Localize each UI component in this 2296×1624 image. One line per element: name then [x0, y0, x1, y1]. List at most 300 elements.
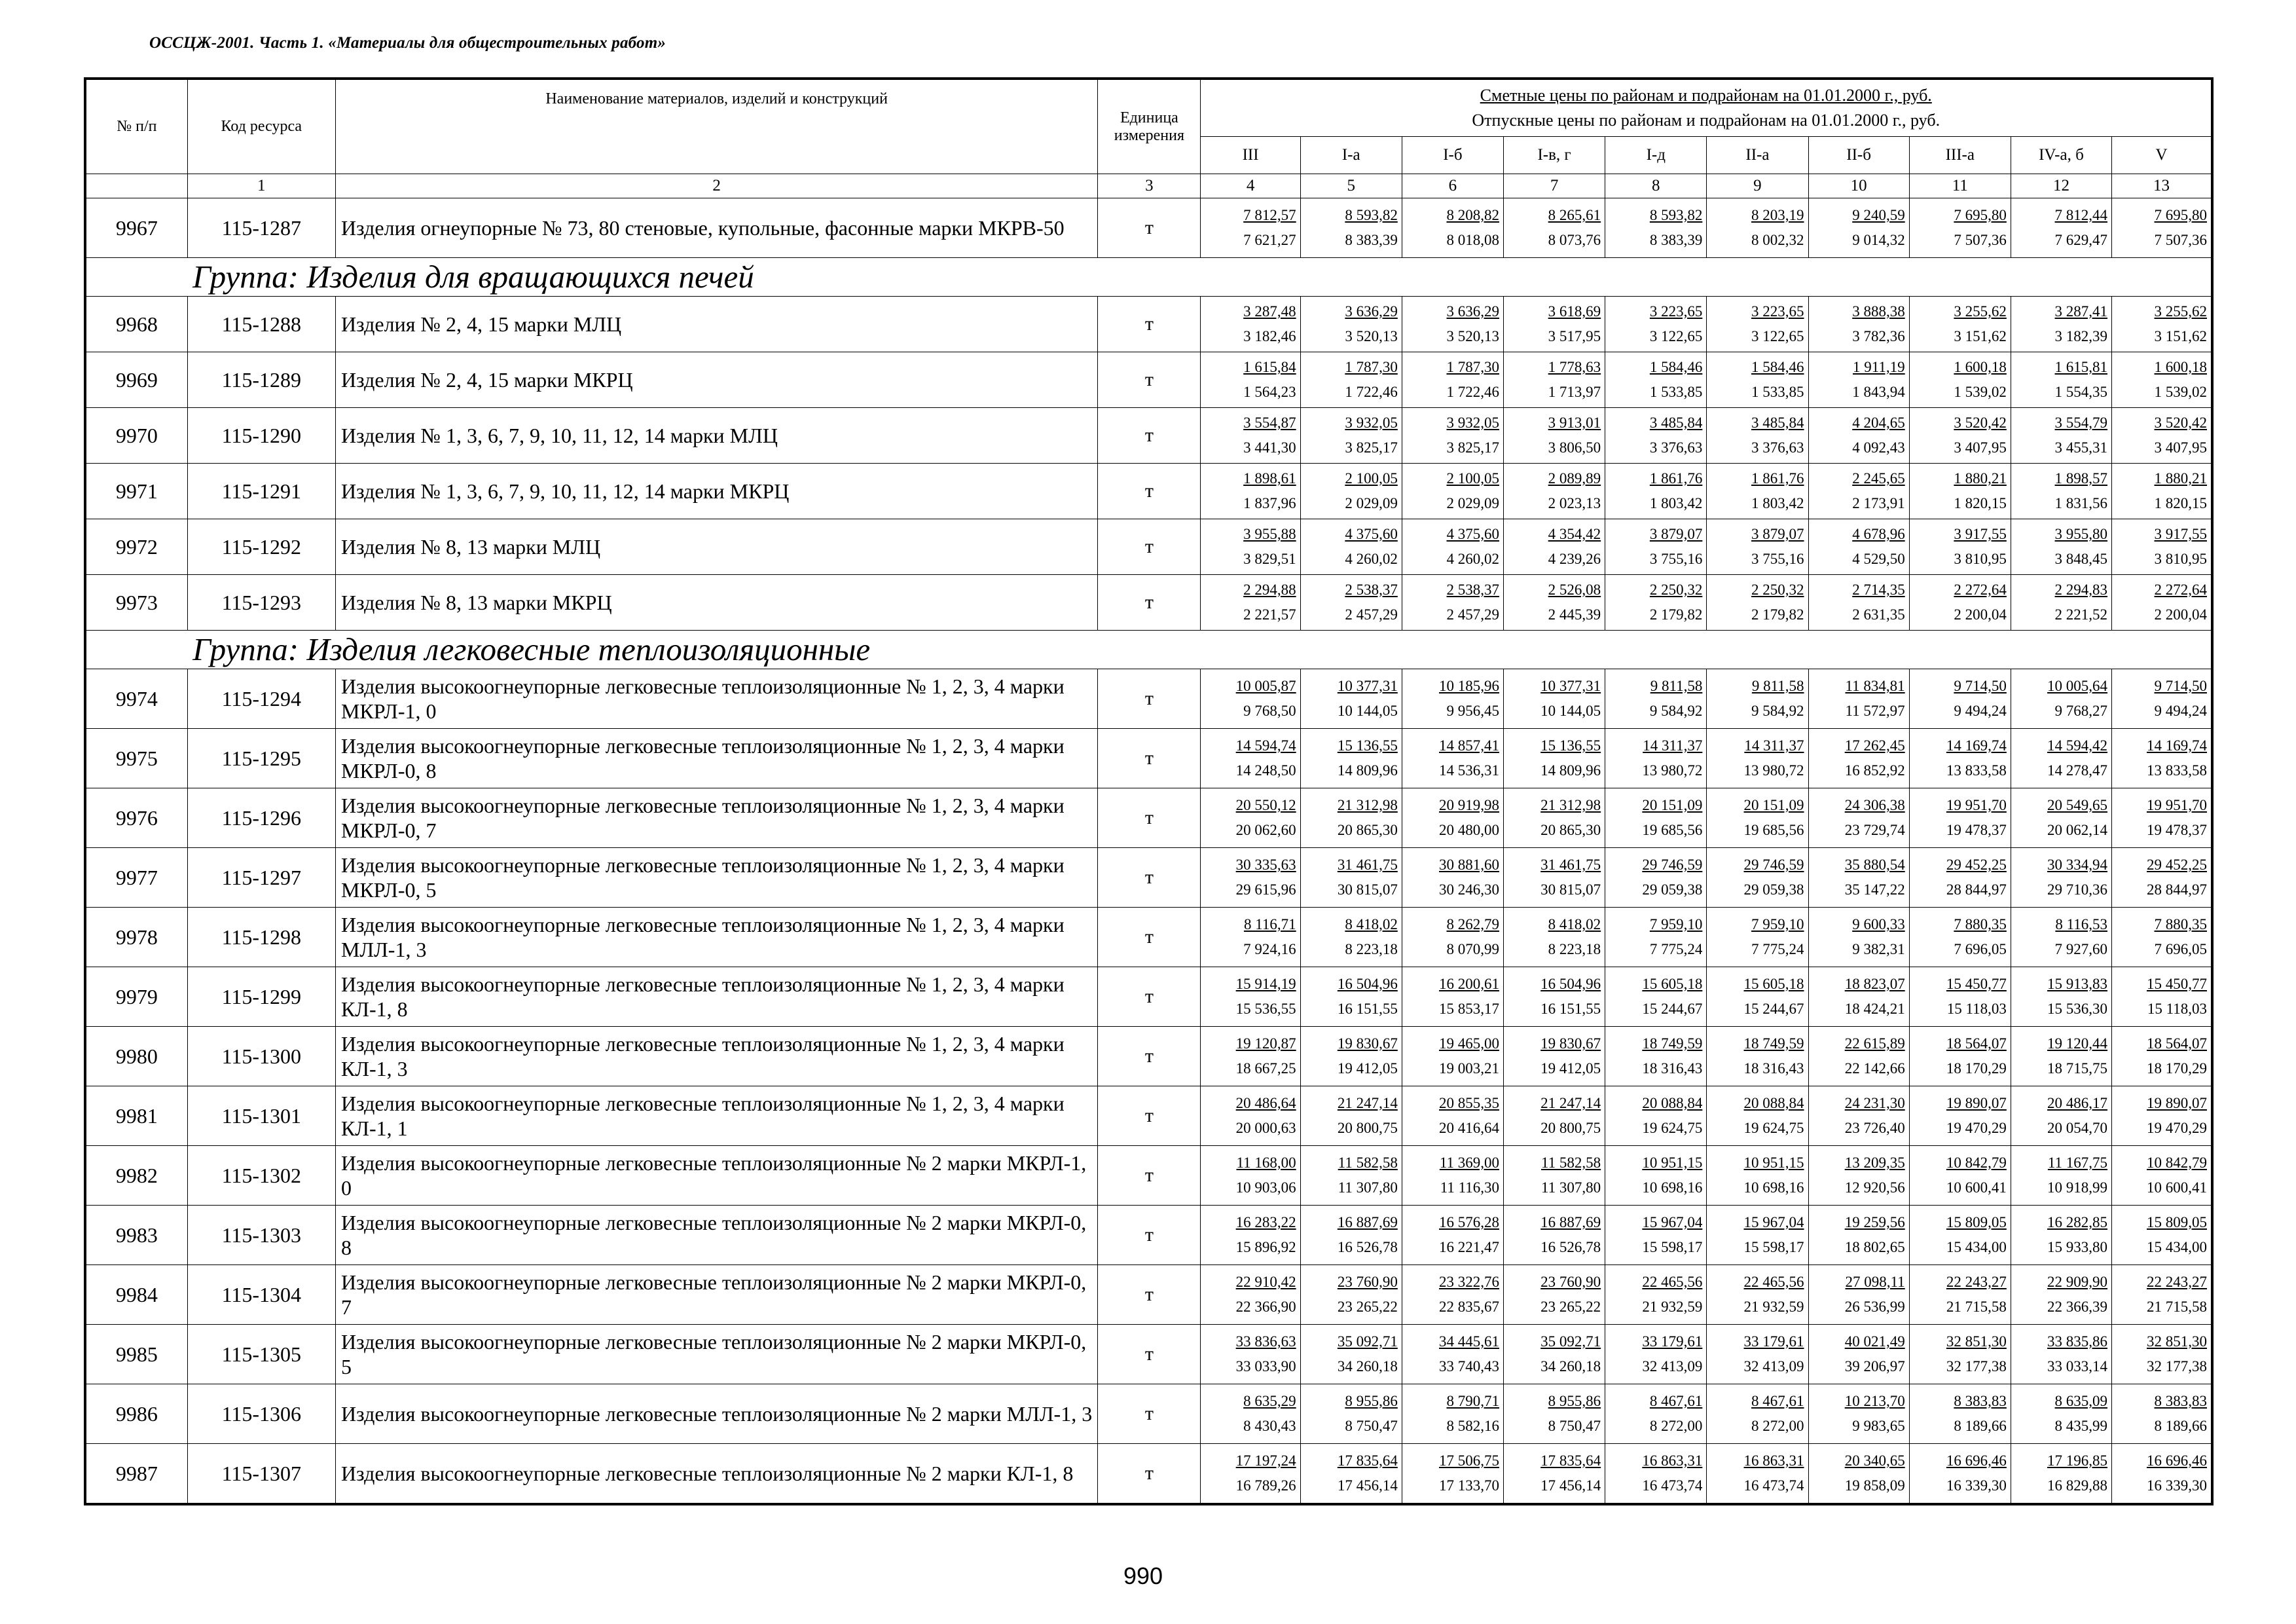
header-region: I-б	[1402, 137, 1503, 174]
estimate-price: 33 179,61	[1642, 1333, 1703, 1350]
release-price: 33 033,14	[2047, 1358, 2108, 1375]
table-row	[85, 408, 2212, 464]
estimate-price: 15 913,83	[2047, 976, 2108, 992]
estimate-price: 20 486,64	[1235, 1095, 1296, 1111]
release-price: 2 023,13	[1548, 495, 1601, 511]
header-price-release: Отпускные цены по районам и подрайонам на 01.01.2000 г., руб.	[1472, 111, 1941, 130]
release-price: 19 470,29	[2147, 1120, 2207, 1136]
estimate-price: 20 088,84	[1642, 1095, 1703, 1111]
release-price: 8 435,99	[2054, 1418, 2108, 1434]
column-number: 12	[2011, 174, 2111, 198]
row-number: 9973	[85, 575, 187, 631]
resource-code: 115-1294	[187, 669, 335, 729]
release-price: 14 248,50	[1235, 762, 1296, 779]
price-cell	[1300, 519, 1402, 575]
unit-of-measure: т	[1098, 575, 1201, 631]
release-price: 7 507,36	[1954, 232, 2007, 248]
price-cell	[1201, 352, 1300, 408]
estimate-price: 16 283,22	[1235, 1214, 1296, 1230]
estimate-price: 2 100,05	[1446, 470, 1499, 487]
price-cell	[1402, 848, 1503, 908]
row-number: 9984	[85, 1265, 187, 1325]
release-price: 2 029,09	[1446, 495, 1499, 511]
price-cell	[1707, 788, 1808, 848]
price-cell	[1402, 967, 1503, 1027]
estimate-price: 22 465,56	[1642, 1274, 1703, 1290]
estimate-price: 1 787,30	[1446, 359, 1499, 375]
table-row	[85, 1027, 2212, 1086]
estimate-price: 21 247,14	[1337, 1095, 1398, 1111]
price-cell	[1909, 788, 2011, 848]
price-table	[84, 77, 2214, 1505]
price-cell	[2011, 1027, 2111, 1086]
release-price: 1 843,94	[1852, 384, 1905, 400]
release-price: 8 223,18	[1345, 941, 1398, 957]
estimate-price: 33 835,86	[2047, 1333, 2108, 1350]
price-cell	[1300, 464, 1402, 519]
price-cell	[1201, 1265, 1300, 1325]
price-cell	[1402, 1444, 1503, 1505]
release-price: 15 536,30	[2047, 1001, 2108, 1017]
release-price: 20 062,14	[2047, 822, 2108, 838]
price-cell	[1201, 464, 1300, 519]
price-cell	[1707, 729, 1808, 788]
estimate-price: 16 504,96	[1337, 976, 1398, 992]
table-row	[85, 297, 2212, 352]
price-cell	[2011, 1146, 2111, 1206]
estimate-price: 15 605,18	[1642, 976, 1703, 992]
column-number: 4	[1201, 174, 1300, 198]
material-name: Изделия № 1, 3, 6, 7, 9, 10, 11, 12, 14 марки МКРЦ	[335, 464, 1097, 519]
price-cell	[1909, 729, 2011, 788]
release-price: 13 980,72	[1743, 762, 1804, 779]
estimate-price: 11 167,75	[2047, 1154, 2108, 1171]
price-cell	[2112, 1086, 2212, 1146]
price-cell	[2112, 1206, 2212, 1265]
estimate-price: 1 880,21	[2154, 470, 2207, 487]
price-cell	[1300, 352, 1402, 408]
price-cell	[1504, 408, 1605, 464]
price-cell	[1504, 1146, 1605, 1206]
estimate-price: 3 636,29	[1345, 303, 1398, 320]
price-cell	[1300, 297, 1402, 352]
release-price: 18 316,43	[1642, 1060, 1703, 1077]
estimate-price: 14 594,42	[2047, 737, 2108, 754]
estimate-price: 23 322,76	[1439, 1274, 1499, 1290]
release-price: 21 932,59	[1642, 1299, 1703, 1315]
release-price: 17 133,70	[1439, 1477, 1499, 1494]
unit-of-measure: т	[1098, 1206, 1201, 1265]
release-price: 2 200,04	[2154, 606, 2207, 623]
price-cell	[2112, 967, 2212, 1027]
row-number: 9976	[85, 788, 187, 848]
release-price: 32 413,09	[1642, 1358, 1703, 1375]
release-price: 8 750,47	[1548, 1418, 1601, 1434]
price-cell	[2011, 198, 2111, 258]
price-cell	[2011, 908, 2111, 967]
estimate-price: 19 830,67	[1540, 1035, 1601, 1052]
estimate-price: 1 880,21	[1954, 470, 2007, 487]
estimate-price: 8 593,82	[1345, 207, 1398, 223]
release-price: 29 059,38	[1642, 881, 1703, 898]
price-cell	[1504, 908, 1605, 967]
release-price: 20 416,64	[1439, 1120, 1499, 1136]
resource-code: 115-1305	[187, 1325, 335, 1384]
estimate-price: 11 834,81	[1845, 678, 1905, 694]
page-number: 990	[1123, 1562, 1163, 1589]
release-price: 29 059,38	[1743, 881, 1804, 898]
release-price: 18 715,75	[2047, 1060, 2108, 1077]
release-price: 15 536,55	[1235, 1001, 1296, 1017]
release-price: 3 829,51	[1243, 551, 1296, 567]
unit-of-measure: т	[1098, 967, 1201, 1027]
estimate-price: 21 247,14	[1540, 1095, 1601, 1111]
price-cell	[1707, 1325, 1808, 1384]
release-price: 1 533,85	[1649, 384, 1703, 400]
estimate-price: 1 911,19	[1853, 359, 1905, 375]
release-price: 4 260,02	[1345, 551, 1398, 567]
release-price: 3 182,46	[1243, 328, 1296, 344]
release-price: 35 147,22	[1844, 881, 1905, 898]
price-cell	[1504, 519, 1605, 575]
release-price: 3 848,45	[2054, 551, 2108, 567]
estimate-price: 19 951,70	[2147, 797, 2207, 813]
header-name: Наименование материалов, изделий и конструкций	[335, 79, 1097, 174]
unit-of-measure: т	[1098, 297, 1201, 352]
price-cell	[2011, 848, 2111, 908]
estimate-price: 17 835,64	[1540, 1452, 1601, 1469]
material-name: Изделия высокоогнеупорные легковесные теплоизоляционные № 2 марки МКРЛ-0, 8	[335, 1206, 1097, 1265]
estimate-price: 20 549,65	[2047, 797, 2108, 813]
estimate-price: 2 714,35	[1852, 581, 1905, 598]
unit-of-measure: т	[1098, 1444, 1201, 1505]
estimate-price: 22 243,27	[1946, 1274, 2007, 1290]
price-cell	[1300, 1265, 1402, 1325]
price-cell	[2112, 408, 2212, 464]
estimate-price: 10 185,96	[1439, 678, 1499, 694]
estimate-price: 22 465,56	[1743, 1274, 1804, 1290]
estimate-price: 11 582,58	[1338, 1154, 1398, 1171]
material-name: Изделия высокоогнеупорные легковесные теплоизоляционные № 1, 2, 3, 4 марки МКРЛ-0, 8	[335, 729, 1097, 788]
unit-of-measure: т	[1098, 408, 1201, 464]
release-price: 1 803,42	[1751, 495, 1804, 511]
release-price: 16 526,78	[1540, 1239, 1601, 1255]
release-price: 22 142,66	[1844, 1060, 1905, 1077]
release-price: 7 629,47	[2054, 232, 2108, 248]
row-number: 9972	[85, 519, 187, 575]
price-cell	[1909, 352, 2011, 408]
price-cell	[1707, 1146, 1808, 1206]
release-price: 33 740,43	[1439, 1358, 1499, 1375]
estimate-price: 17 506,75	[1439, 1452, 1499, 1469]
estimate-price: 10 005,64	[2047, 678, 2108, 694]
estimate-price: 3 913,01	[1548, 415, 1601, 431]
row-number: 9969	[85, 352, 187, 408]
price-cell	[1808, 1325, 1909, 1384]
release-price: 28 844,97	[2147, 881, 2207, 898]
release-price: 19 478,37	[1946, 822, 2007, 838]
release-price: 2 179,82	[1649, 606, 1703, 623]
price-cell	[2112, 1265, 2212, 1325]
estimate-price: 22 910,42	[1235, 1274, 1296, 1290]
price-cell	[2112, 352, 2212, 408]
price-cell	[1504, 788, 1605, 848]
price-cell	[2011, 519, 2111, 575]
estimate-price: 1 861,76	[1649, 470, 1703, 487]
release-price: 1 837,96	[1243, 495, 1296, 511]
release-price: 8 383,39	[1649, 232, 1703, 248]
row-number: 9980	[85, 1027, 187, 1086]
release-price: 4 260,02	[1446, 551, 1499, 567]
price-cell	[1707, 297, 1808, 352]
price-cell	[1201, 1384, 1300, 1444]
estimate-price: 10 842,79	[1946, 1154, 2007, 1171]
price-cell	[1402, 297, 1503, 352]
release-price: 10 698,16	[1743, 1179, 1804, 1196]
release-price: 9 584,92	[1751, 703, 1804, 719]
release-price: 15 244,67	[1743, 1001, 1804, 1017]
row-number: 9978	[85, 908, 187, 967]
estimate-price: 21 312,98	[1540, 797, 1601, 813]
release-price: 11 116,30	[1440, 1179, 1499, 1196]
release-price: 22 366,90	[1235, 1299, 1296, 1315]
release-price: 3 455,31	[2054, 439, 2108, 456]
price-cell	[1504, 1027, 1605, 1086]
release-price: 18 667,25	[1235, 1060, 1296, 1077]
estimate-price: 16 504,96	[1540, 976, 1601, 992]
estimate-price: 9 811,58	[1751, 678, 1804, 694]
material-name: Изделия № 8, 13 марки МКРЦ	[335, 575, 1097, 631]
price-cell	[2112, 198, 2212, 258]
release-price: 3 755,16	[1649, 551, 1703, 567]
estimate-price: 15 967,04	[1642, 1214, 1703, 1230]
material-name: Изделия высокоогнеупорные легковесные теплоизоляционные № 2 марки МКРЛ-0, 7	[335, 1265, 1097, 1325]
release-price: 14 536,31	[1439, 762, 1499, 779]
estimate-price: 3 520,42	[2154, 415, 2207, 431]
price-cell	[2011, 297, 2111, 352]
estimate-price: 7 959,10	[1649, 916, 1703, 932]
row-number: 9979	[85, 967, 187, 1027]
material-name: Изделия высокоогнеупорные легковесные теплоизоляционные № 1, 2, 3, 4 марки МКРЛ-0, 7	[335, 788, 1097, 848]
price-cell	[1605, 848, 1707, 908]
estimate-price: 20 855,35	[1439, 1095, 1499, 1111]
estimate-price: 2 538,37	[1446, 581, 1499, 598]
price-cell	[1707, 352, 1808, 408]
release-price: 15 853,17	[1439, 1001, 1499, 1017]
table-row	[85, 1384, 2212, 1444]
estimate-price: 22 615,89	[1844, 1035, 1905, 1052]
release-price: 1 539,02	[1954, 384, 2007, 400]
release-price: 17 456,14	[1337, 1477, 1398, 1494]
release-price: 30 815,07	[1337, 881, 1398, 898]
price-cell	[1300, 1384, 1402, 1444]
price-cell	[2011, 1206, 2111, 1265]
release-price: 2 173,91	[1852, 495, 1905, 511]
estimate-price: 7 959,10	[1751, 916, 1804, 932]
estimate-price: 40 021,49	[1844, 1333, 1905, 1350]
estimate-price: 17 197,24	[1235, 1452, 1296, 1469]
estimate-price: 11 168,00	[1236, 1154, 1296, 1171]
release-price: 29 710,36	[2047, 881, 2108, 898]
release-price: 10 144,05	[1337, 703, 1398, 719]
release-price: 7 696,05	[2154, 941, 2207, 957]
estimate-price: 8 208,82	[1446, 207, 1499, 223]
table-row	[85, 1146, 2212, 1206]
price-cell	[1402, 788, 1503, 848]
estimate-price: 3 287,48	[1243, 303, 1296, 320]
header-column-numbers	[85, 174, 2212, 198]
release-price: 20 800,75	[1540, 1120, 1601, 1136]
release-price: 19 003,21	[1439, 1060, 1499, 1077]
group-spacer	[85, 631, 187, 669]
header-region: IV-а, б	[2011, 137, 2111, 174]
price-cell	[1808, 519, 1909, 575]
estimate-price: 7 880,35	[1954, 916, 2007, 932]
price-cell	[1909, 848, 2011, 908]
unit-of-measure: т	[1098, 1146, 1201, 1206]
release-price: 33 033,90	[1235, 1358, 1296, 1375]
material-name: Изделия № 2, 4, 15 марки МКРЦ	[335, 352, 1097, 408]
release-price: 7 924,16	[1243, 941, 1296, 957]
estimate-price: 3 255,62	[1954, 303, 2007, 320]
release-price: 8 002,32	[1751, 232, 1804, 248]
estimate-price: 32 851,30	[2147, 1333, 2207, 1350]
price-cell	[1504, 1384, 1605, 1444]
price-cell	[1605, 519, 1707, 575]
price-cell	[1909, 1086, 2011, 1146]
estimate-price: 19 830,67	[1337, 1035, 1398, 1052]
estimate-price: 16 863,31	[1743, 1452, 1804, 1469]
price-cell	[1201, 1206, 1300, 1265]
estimate-price: 23 760,90	[1540, 1274, 1601, 1290]
estimate-price: 3 932,05	[1345, 415, 1398, 431]
release-price: 14 278,47	[2047, 762, 2108, 779]
release-price: 8 189,66	[2154, 1418, 2207, 1434]
estimate-price: 23 760,90	[1337, 1274, 1398, 1290]
release-price: 19 685,56	[1743, 822, 1804, 838]
price-cell	[1808, 908, 1909, 967]
price-cell	[1909, 1444, 2011, 1505]
release-price: 3 755,16	[1751, 551, 1804, 567]
estimate-price: 2 245,65	[1852, 470, 1905, 487]
resource-code: 115-1299	[187, 967, 335, 1027]
price-cell	[1201, 1444, 1300, 1505]
release-price: 16 151,55	[1337, 1001, 1398, 1017]
release-price: 15 434,00	[2147, 1239, 2207, 1255]
release-price: 19 478,37	[2147, 822, 2207, 838]
estimate-price: 16 282,85	[2047, 1214, 2108, 1230]
release-price: 19 685,56	[1642, 822, 1703, 838]
release-price: 2 200,04	[1954, 606, 2007, 623]
release-price: 22 835,67	[1439, 1299, 1499, 1315]
table-row	[85, 198, 2212, 258]
estimate-price: 33 179,61	[1743, 1333, 1804, 1350]
estimate-price: 35 092,71	[1337, 1333, 1398, 1350]
release-price: 13 980,72	[1642, 762, 1703, 779]
release-price: 1 820,15	[2154, 495, 2207, 511]
release-price: 2 457,29	[1446, 606, 1499, 623]
estimate-price: 16 576,28	[1439, 1214, 1499, 1230]
estimate-price: 2 538,37	[1345, 581, 1398, 598]
release-price: 3 782,36	[1852, 328, 1905, 344]
price-cell	[1504, 1086, 1605, 1146]
estimate-price: 31 461,75	[1337, 857, 1398, 873]
price-cell	[1909, 908, 2011, 967]
release-price: 3 825,17	[1446, 439, 1499, 456]
estimate-price: 17 196,85	[2047, 1452, 2108, 1469]
price-cell	[1300, 1027, 1402, 1086]
price-cell	[1605, 788, 1707, 848]
price-cell	[1201, 408, 1300, 464]
release-price: 8 582,16	[1446, 1418, 1499, 1434]
price-cell	[2112, 1444, 2212, 1505]
release-price: 3 151,62	[1954, 328, 2007, 344]
price-cell	[1808, 1086, 1909, 1146]
release-price: 9 983,65	[1852, 1418, 1905, 1434]
release-price: 3 520,13	[1446, 328, 1499, 344]
resource-code: 115-1302	[187, 1146, 335, 1206]
estimate-price: 14 169,74	[1946, 737, 2007, 754]
release-price: 16 789,26	[1235, 1477, 1296, 1494]
release-price: 8 272,00	[1751, 1418, 1804, 1434]
header-region: III	[1201, 137, 1300, 174]
material-name: Изделия высокоогнеупорные легковесные теплоизоляционные № 1, 2, 3, 4 марки КЛ-1, 3	[335, 1027, 1097, 1086]
estimate-price: 8 467,61	[1751, 1393, 1804, 1409]
price-cell	[1909, 1027, 2011, 1086]
estimate-price: 15 605,18	[1743, 976, 1804, 992]
price-cell	[1909, 519, 2011, 575]
release-price: 11 307,80	[1338, 1179, 1398, 1196]
estimate-price: 20 151,09	[1743, 797, 1804, 813]
release-price: 39 206,97	[1844, 1358, 1905, 1375]
table-row	[85, 788, 2212, 848]
release-price: 8 383,39	[1345, 232, 1398, 248]
release-price: 1 554,35	[2054, 384, 2108, 400]
release-price: 17 456,14	[1540, 1477, 1601, 1494]
release-price: 1 539,02	[2154, 384, 2207, 400]
price-cell	[1402, 1384, 1503, 1444]
estimate-price: 2 089,89	[1548, 470, 1601, 487]
estimate-price: 13 209,35	[1844, 1154, 1905, 1171]
price-cell	[1402, 352, 1503, 408]
release-price: 7 927,60	[2054, 941, 2108, 957]
price-cell	[1201, 519, 1300, 575]
price-cell	[1808, 297, 1909, 352]
price-cell	[2011, 408, 2111, 464]
release-price: 9 382,31	[1852, 941, 1905, 957]
release-price: 1 533,85	[1751, 384, 1804, 400]
table-row	[85, 1206, 2212, 1265]
price-cell	[1300, 669, 1402, 729]
header-region: III-а	[1909, 137, 2011, 174]
release-price: 10 144,05	[1540, 703, 1601, 719]
unit-of-measure: т	[1098, 1325, 1201, 1384]
price-cell	[1504, 848, 1605, 908]
price-cell	[1909, 1384, 2011, 1444]
price-cell	[2011, 352, 2111, 408]
price-cell	[1504, 729, 1605, 788]
release-price: 14 809,96	[1337, 762, 1398, 779]
estimate-price: 19 951,70	[1946, 797, 2007, 813]
unit-of-measure: т	[1098, 1265, 1201, 1325]
release-price: 8 430,43	[1243, 1418, 1296, 1434]
price-cell	[1605, 1086, 1707, 1146]
release-price: 4 092,43	[1852, 439, 1905, 456]
unit-of-measure: т	[1098, 788, 1201, 848]
estimate-price: 1 600,18	[1954, 359, 2007, 375]
estimate-price: 9 714,50	[1954, 678, 2007, 694]
price-cell	[1605, 1444, 1707, 1505]
